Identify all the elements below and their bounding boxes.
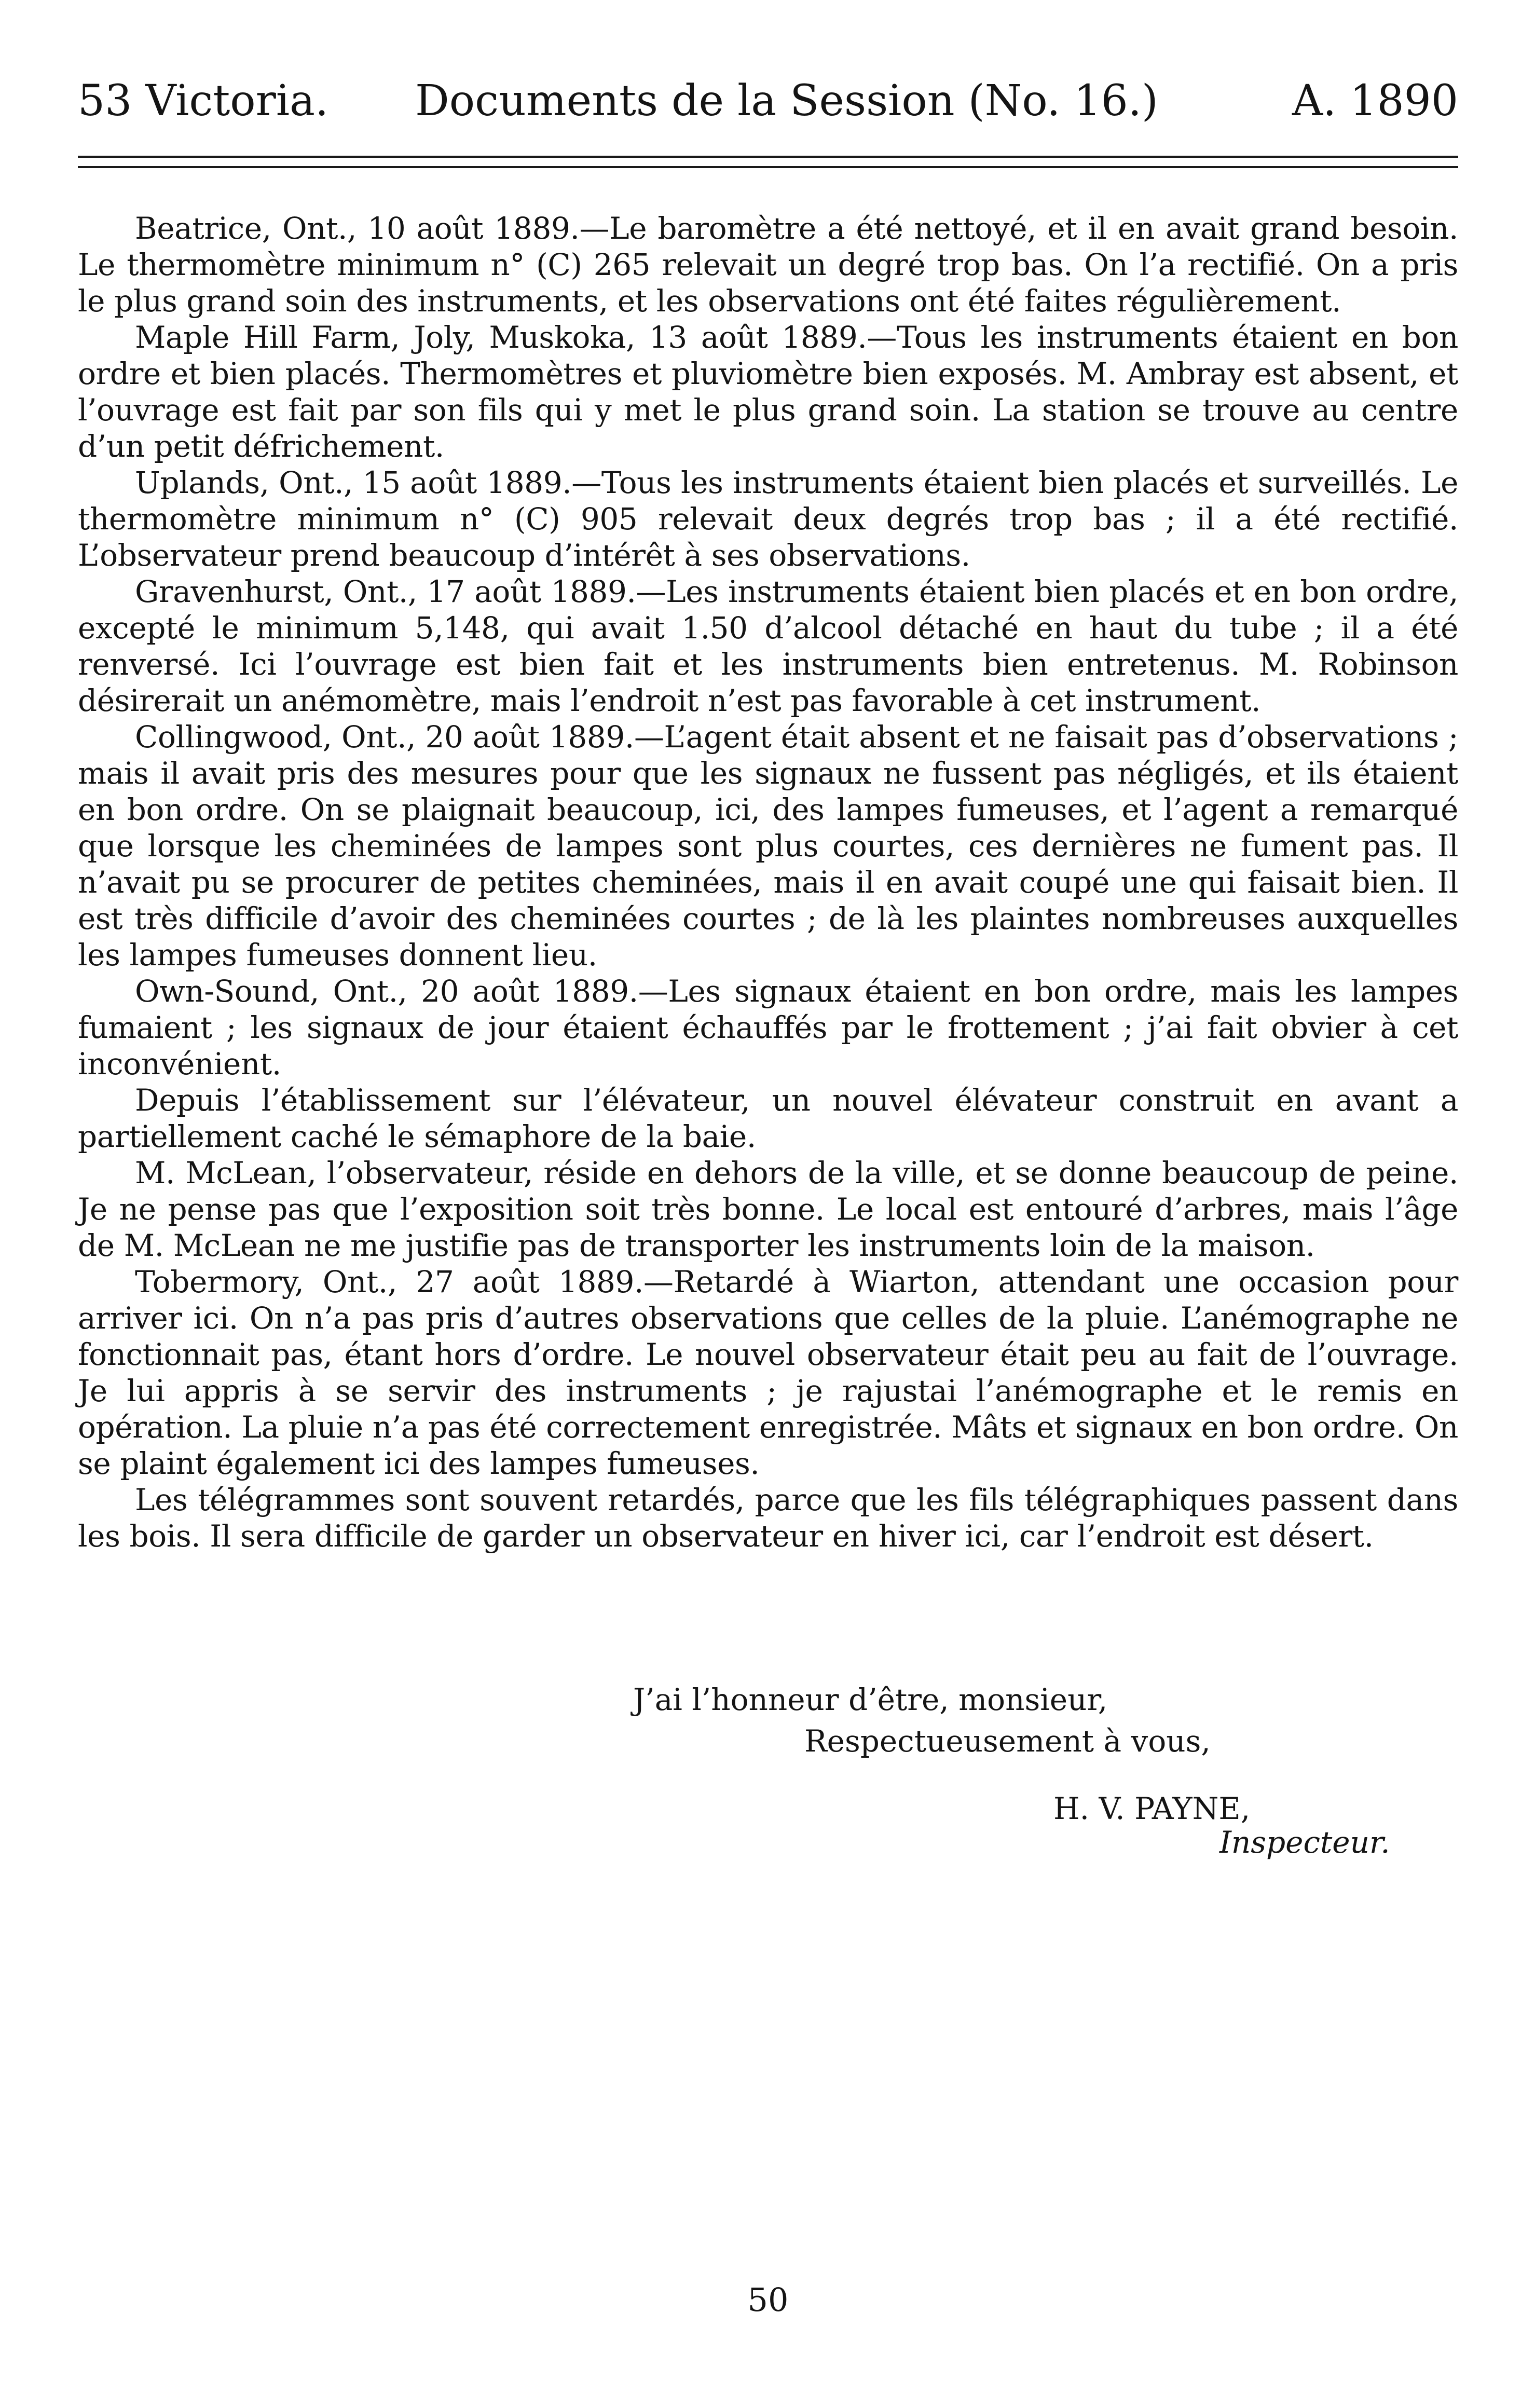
closing-salutation: J’ai l’honneur d’être, monsieur,	[633, 1682, 1108, 1717]
signature-name: H. V. PAYNE,	[1053, 1791, 1251, 1826]
paragraph-own-sound: Own-Sound, Ont., 20 août 1889.—Les signaux étaient en bon ordre, mais les lampes fumaient ; les signaux de jour étaient échauffés par le frottement ; j’ai fait obvier à cet inconvénient.	[78, 974, 1458, 1082]
header-year: A. 1890	[1292, 76, 1458, 126]
header-rule-top	[78, 156, 1458, 158]
paragraph-uplands: Uplands, Ont., 15 août 1889.—Tous les instruments étaient bien placés et surveillés. Le thermomètre minimum n° (C) 905 relevait deux degrés trop bas ; il a été rectifié. L’observateur prend beaucoup d’intérêt à ses observations.	[78, 465, 1458, 573]
paragraph-tobermory: Tobermory, Ont., 27 août 1889.—Retardé à Wiarton, attendant une occasion pour arriver ici. On n’a pas pris d’autres observations que celles de la pluie. L’anémographe ne fonctionnait pas, étant hors d’ordre. Le nouvel observateur était peu au fait de l’ouvrage. Je lui appris à se servir des instruments ; je rajustai l’anémographe et le remis en opération. La pluie n’a pas été correctement enregistrée. Mâts et signaux en bon ordre. On se plaint également ici des lampes fumeuses.	[78, 1264, 1458, 1481]
report-body	[78, 210, 1458, 1554]
signature-title: Inspecteur.	[1219, 1825, 1390, 1860]
header-rule-bottom	[78, 166, 1458, 168]
document-page	[78, 0, 1458, 2408]
header-volume: 53 Victoria.	[78, 76, 329, 126]
paragraph-collingwood: Collingwood, Ont., 20 août 1889.—L’agent était absent et ne faisait pas d’observations ; mais il avait pris des mesures pour que les signaux ne fussent pas négligés, et ils étaient en bon ordre. On se plaignait beaucoup, ici, des lampes fumeuses, et l’agent a remarqué que lorsque les cheminées de lampes sont plus courtes, ces dernières ne fument pas. Il n’avait pu se procurer de petites cheminées, mais il en avait coupé une qui faisait bien. Il est très difficile d’avoir des cheminées courtes ; de là les plaintes nombreuses auxquelles les lampes fumeuses donnent lieu.	[78, 719, 1458, 973]
page-number: 50	[747, 2281, 789, 2319]
running-header	[78, 73, 1458, 130]
paragraph-gravenhurst: Gravenhurst, Ont., 17 août 1889.—Les instruments étaient bien placés et en bon ordre, excepté le minimum 5,148, qui avait 1.50 d’alcool détaché en haut du tube ; il a été renversé. Ici l’ouvrage est bien fait et les instruments bien entretenus. M. Robinson désirerait un anémomètre, mais l’endroit n’est pas favorable à cet instrument.	[78, 574, 1458, 718]
header-title: Documents de la Session (No. 16.)	[415, 76, 1158, 126]
paragraph-mclean: M. McLean, l’observateur, réside en dehors de la ville, et se donne beaucoup de peine. Je ne pense pas que l’exposition soit très bonne. Le local est entouré d’arbres, mais l’âge de M. McLean ne me justifie pas de transporter les instruments loin de la maison.	[78, 1155, 1458, 1263]
closing-valediction: Respectueusement à vous,	[804, 1723, 1211, 1759]
paragraph-beatrice: Beatrice, Ont., 10 août 1889.—Le baromètre a été nettoyé, et il en avait grand besoin. Le thermomètre minimum n° (C) 265 relevait un degré trop bas. On l’a rectifié. On a pris le plus grand soin des instruments, et les observations ont été faites régulièrement.	[78, 211, 1458, 319]
paragraph-telegrammes: Les télégrammes sont souvent retardés, parce que les fils télégraphiques passent dans les bois. Il sera difficile de garder un observateur en hiver ici, car l’endroit est désert.	[78, 1482, 1458, 1554]
paragraph-maple-hill: Maple Hill Farm, Joly, Muskoka, 13 août 1889.—Tous les instruments étaient en bon ordre et bien placés. Thermomètres et pluviomètre bien exposés. M. Ambray est absent, et l’ouvrage est fait par son fils qui y met le plus grand soin. La station se trouve au centre d’un petit défrichement.	[78, 320, 1458, 464]
paragraph-elevateur: Depuis l’établissement sur l’élévateur, un nouvel élévateur construit en avant a partiellement caché le sémaphore de la baie.	[78, 1083, 1458, 1154]
